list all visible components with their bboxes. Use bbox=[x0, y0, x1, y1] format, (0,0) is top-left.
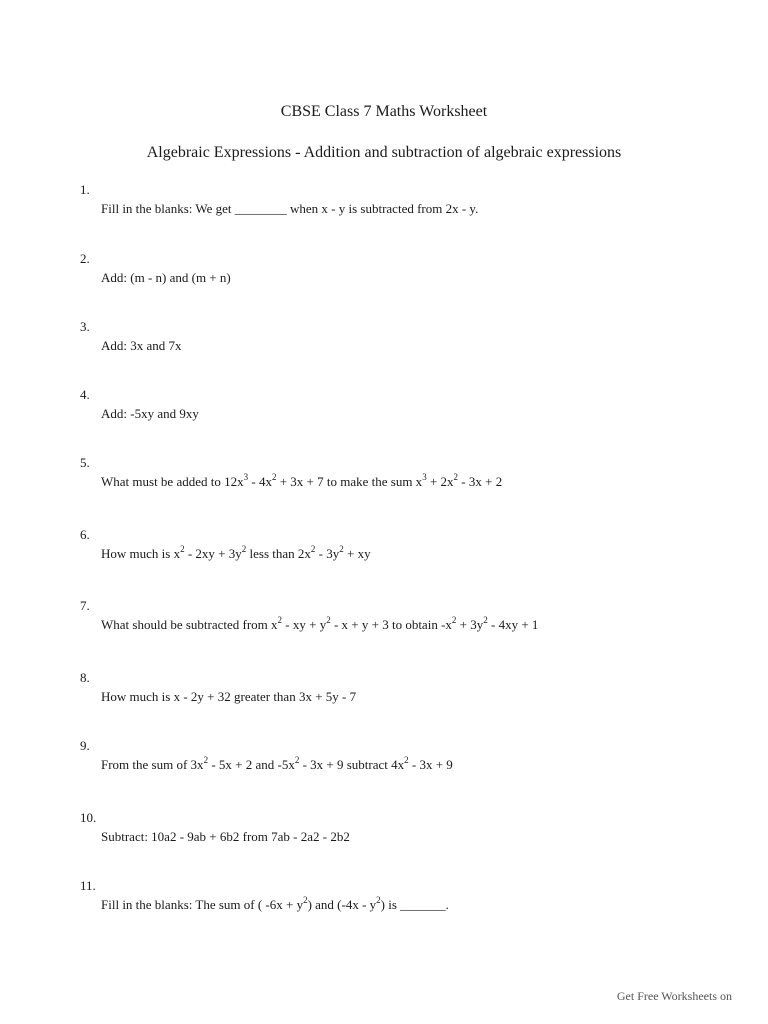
exponent: 2 bbox=[310, 543, 316, 554]
exponent: 3 bbox=[422, 471, 427, 482]
question-text bbox=[101, 471, 740, 490]
question-item bbox=[80, 527, 740, 562]
page-subtitle: Algebraic Expressions - Addition and subtraction of algebraic expressions bbox=[146, 144, 622, 161]
text-run: How much is x bbox=[101, 546, 181, 561]
exponent: 2 bbox=[271, 471, 277, 482]
question-number: 7. bbox=[80, 598, 90, 613]
exponent: 2 bbox=[241, 543, 247, 554]
question-text bbox=[101, 406, 740, 422]
question-number: 4. bbox=[80, 387, 90, 402]
text-run: less than 2x bbox=[246, 546, 311, 561]
exponent: 2 bbox=[483, 614, 488, 625]
exponent: 2 bbox=[339, 543, 344, 554]
text-run: + xy bbox=[343, 546, 371, 561]
question-number: 6. bbox=[80, 527, 90, 542]
text-run: How much is x - 2y + 32 greater than 3x + 5y - 7 bbox=[101, 689, 357, 704]
text-run: Subtract: 10a2 - 9ab + 6b2 from 7ab - 2a2 - 2b2 bbox=[101, 829, 350, 844]
text-run: + 2x bbox=[426, 474, 454, 489]
question-item bbox=[80, 598, 740, 633]
question-text bbox=[101, 543, 740, 562]
exponent: 2 bbox=[326, 614, 331, 625]
question-item bbox=[80, 251, 740, 286]
question-item bbox=[80, 810, 740, 845]
exponent: 2 bbox=[277, 614, 283, 625]
text-run: - 4xy + 1 bbox=[487, 617, 539, 632]
question-item bbox=[80, 182, 740, 217]
text-run: Add: -5xy and 9xy bbox=[101, 406, 199, 421]
text-run: - xy + y bbox=[282, 617, 327, 632]
footer-text: Get Free Worksheets on bbox=[616, 989, 732, 1003]
exponent: 2 bbox=[180, 543, 185, 554]
text-run: Add: (m - n) and (m + n) bbox=[101, 270, 231, 285]
question-item bbox=[80, 670, 740, 705]
text-run: + 3x + 7 to make the sum x bbox=[276, 474, 423, 489]
text-run: - 5x + 2 and -5x bbox=[208, 757, 295, 772]
exponent: 2 bbox=[294, 754, 300, 765]
text-run: - 2xy + 3y bbox=[184, 546, 242, 561]
question-number: 8. bbox=[80, 670, 90, 685]
page-title: CBSE Class 7 Maths Worksheet bbox=[280, 103, 488, 120]
exponent: 2 bbox=[376, 894, 381, 905]
question-text bbox=[101, 614, 740, 633]
text-run: - 3x + 9 subtract 4x bbox=[299, 757, 405, 772]
question-number: 3. bbox=[80, 319, 90, 334]
text-run: Fill in the blanks: We get ________ when x - y is subtracted from 2x - y. bbox=[101, 201, 479, 216]
question-text bbox=[101, 894, 740, 913]
question-number: 9. bbox=[80, 738, 90, 753]
question-number: 2. bbox=[80, 251, 90, 266]
exponent: 3 bbox=[243, 471, 249, 482]
question-number: 1. bbox=[80, 182, 90, 197]
question-text bbox=[101, 338, 740, 354]
text-run: - x + y + 3 to obtain -x bbox=[330, 617, 452, 632]
text-run: What should be subtracted from x bbox=[101, 617, 278, 632]
text-run: - 3x + 9 bbox=[408, 757, 453, 772]
exponent: 2 bbox=[451, 614, 457, 625]
text-run: - 3x + 2 bbox=[458, 474, 503, 489]
text-run: + 3y bbox=[456, 617, 484, 632]
question-text bbox=[101, 829, 740, 845]
text-run: Fill in the blanks: The sum of ( -6x + y bbox=[101, 897, 304, 912]
question-text bbox=[101, 201, 740, 217]
text-run: Add: 3x and 7x bbox=[101, 338, 182, 353]
exponent: 2 bbox=[203, 754, 209, 765]
question-item bbox=[80, 738, 740, 773]
question-item bbox=[80, 878, 740, 913]
exponent: 2 bbox=[453, 471, 459, 482]
text-run: ) is _______. bbox=[380, 897, 449, 912]
question-text bbox=[101, 689, 740, 705]
text-run: ) and (-4x - y bbox=[307, 897, 377, 912]
exponent: 2 bbox=[303, 894, 308, 905]
question-item bbox=[80, 455, 740, 490]
text-run: From the sum of 3x bbox=[101, 757, 204, 772]
text-run: - 3y bbox=[315, 546, 340, 561]
question-text bbox=[101, 270, 740, 286]
text-run: - 4x bbox=[248, 474, 272, 489]
question-item bbox=[80, 319, 740, 354]
question-number: 10. bbox=[80, 810, 97, 825]
question-number: 5. bbox=[80, 455, 90, 470]
text-run: What must be added to 12x bbox=[101, 474, 244, 489]
question-text bbox=[101, 754, 740, 773]
question-item bbox=[80, 387, 740, 422]
question-number: 11. bbox=[80, 878, 96, 893]
exponent: 2 bbox=[404, 754, 409, 765]
